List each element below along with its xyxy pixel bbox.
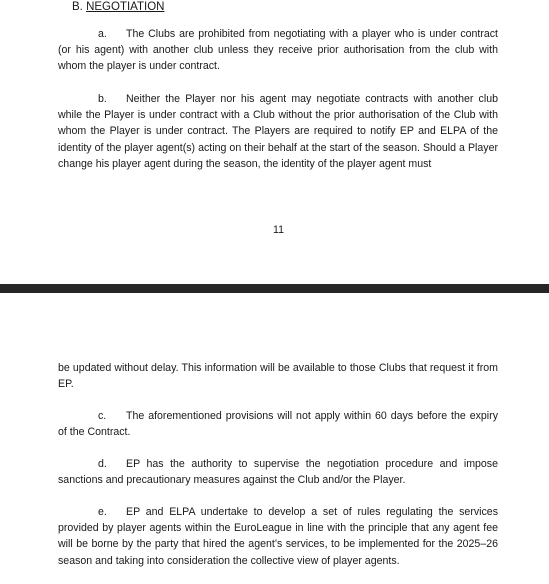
paragraph-e-label: e.: [98, 506, 107, 518]
section-heading: [72, 0, 164, 14]
paragraph-b-text: Neither the Player nor his agent may negotiate contracts with another club while the Player is under contract with a Club without the prior authorisation of the Club with whom the Player is under contract. The Players are required to notify EP and ELPA of the identity of the player agent(s) acting on their behalf at the start of the season. Should a Player change his player agent during the season, the identity of the player agent must: [58, 93, 498, 170]
paragraph-a-label: a.: [98, 28, 107, 40]
paragraph-c-text: The aforementioned provisions will not apply within 60 days before the expiry of the Contract.: [58, 410, 498, 439]
paragraph-b: [58, 91, 498, 172]
paragraph-c-label: c.: [98, 410, 107, 422]
paragraph-d-text: EP has the authority to supervise the negotiation procedure and impose sanctions and precautionary measures against the Club and/or the Player.: [58, 458, 498, 487]
section-heading-title: NEGOTIATION: [86, 1, 165, 13]
paragraph-b-label: b.: [98, 93, 107, 105]
paragraph-e-text: EP and ELPA undertake to develop a set of rules regulating the services provided by player agents within the EuroLeague in line with the principle that any agent fee will be borne by the party that hired the agent’s services, to be implemented for the 2025–26 season and taking into consideration the collective view of player agents.: [58, 506, 498, 567]
document-page-12: [0, 293, 549, 584]
paragraph-b-continued: [58, 360, 498, 392]
paragraph-a: [58, 26, 498, 75]
page-number: 11: [273, 224, 284, 236]
section-heading-letter: B.: [72, 1, 83, 13]
paragraph-b-continued-text: be updated without delay. This information will be available to those Clubs that request it from EP.: [58, 362, 498, 391]
paragraph-d: [58, 456, 498, 488]
paragraph-d-label: d.: [98, 458, 107, 470]
paragraph-c: [58, 408, 498, 440]
document-page-11: [0, 0, 549, 284]
paragraph-a-text: The Clubs are prohibited from negotiating with a player who is under contract (or his agent) with another club unless they receive prior authorisation from the club with whom the player is under contract.: [58, 28, 498, 73]
paragraph-e: [58, 504, 498, 569]
page-break-divider: [0, 284, 549, 293]
